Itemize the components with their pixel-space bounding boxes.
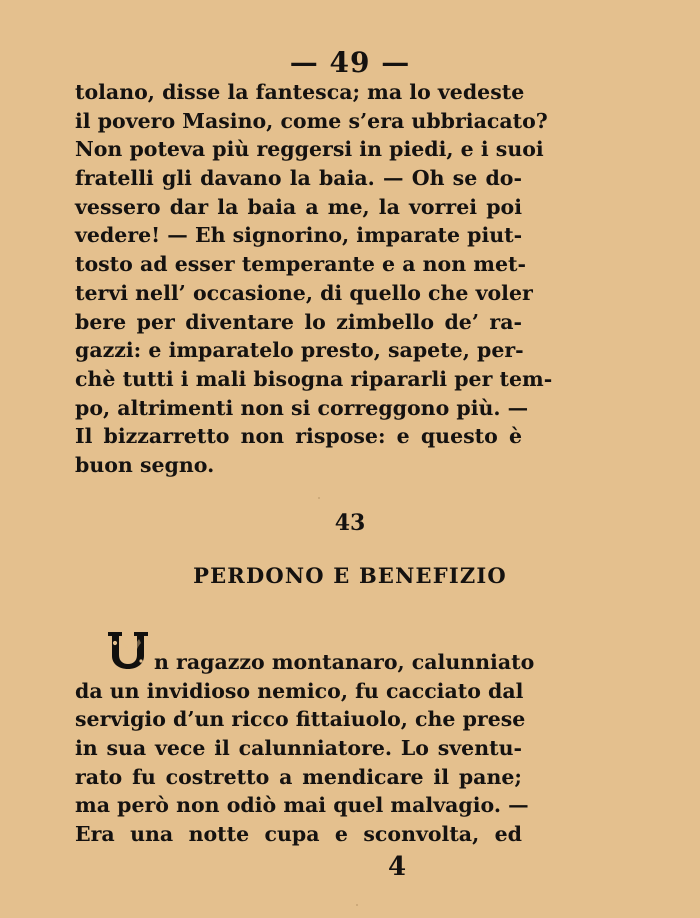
story-paragraph: [75, 648, 535, 849]
catchword: 4: [388, 852, 407, 882]
drop-cap-u-icon: [104, 628, 152, 670]
text-line: da un invidioso nemico, fu cacciato dal: [75, 678, 524, 703]
decorative-drop-cap-u: [104, 628, 152, 670]
text-line: servigio d’un ricco fittaiuolo, che prese: [75, 707, 526, 732]
text-line: rato fu costretto a mendicare il pane;: [75, 764, 522, 789]
page-number: — 49 —: [289, 46, 411, 79]
text-line: Il bizzarretto non rispose: e questo è: [75, 424, 522, 449]
text-line: fratelli gli davano la baia. — Oh se do-: [75, 166, 522, 191]
text-line: ma però non odiò mai quel malvagio. —: [75, 793, 529, 818]
text-line: Era una notte cupa e sconvolta, ed: [75, 822, 522, 847]
text-line: buon segno.: [75, 452, 215, 477]
paper-speck: [356, 904, 358, 906]
text-line: tosto ad esser temperante e a non met-: [75, 252, 526, 277]
text-line: vessero dar la baia a me, la vorrei poi: [75, 194, 522, 219]
text-line: n ragazzo montanaro, calunniato: [154, 650, 535, 674]
text-line: tolano, disse la fantesca; ma lo vedeste: [75, 80, 525, 104]
text-line: bere per diventare lo zimbello de’ ra-: [75, 309, 522, 334]
section-title: PERDONO E BENEFIZIO: [193, 563, 507, 588]
continued-paragraph: [75, 78, 553, 480]
section-number: 43: [334, 510, 366, 536]
text-line: po, altrimenti non si correggono più. —: [75, 395, 529, 420]
text-line: Non poteva più reggersi in piedi, e i suoi: [75, 137, 544, 162]
text-line: il povero Masino, come s’era ubbriacato?: [75, 108, 548, 133]
text-line: vedere! — Eh signorino, imparate piut-: [75, 223, 523, 248]
text-line: tervi nell’ occasione, di quello che voler: [75, 280, 533, 305]
text-line: in sua vece il calunniatore. Lo sventu-: [75, 736, 522, 761]
text-line: chè tutti i mali bisogna ripararli per tem-: [75, 366, 553, 391]
paper-speck: [318, 497, 320, 499]
text-line: gazzi: e imparatelo presto, sapete, per-: [75, 338, 524, 363]
